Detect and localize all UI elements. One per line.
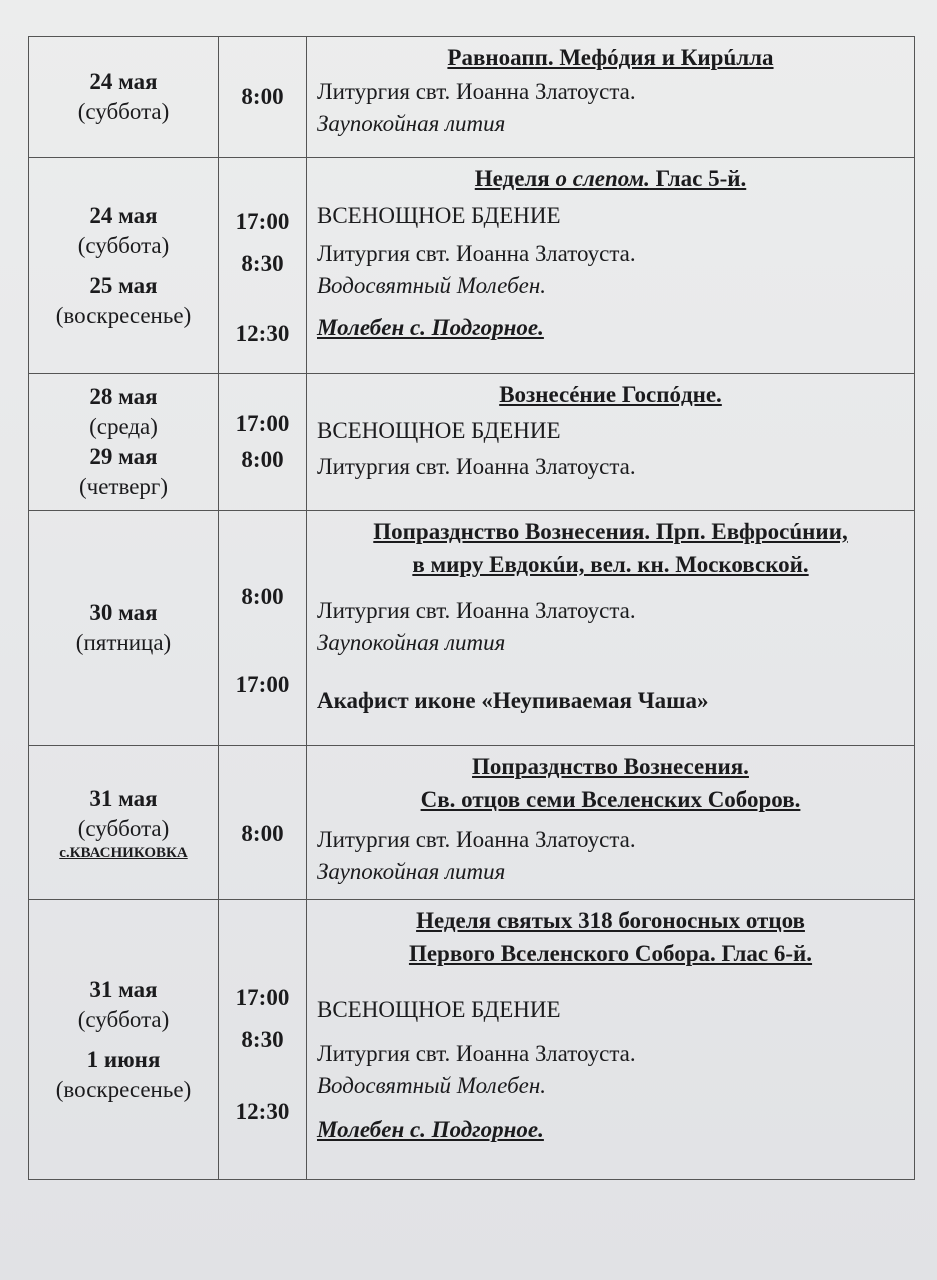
- schedule-row: [29, 37, 915, 158]
- time: 8:00: [241, 84, 284, 109]
- date: 25 мая: [89, 272, 158, 298]
- date: 30 мая: [89, 600, 158, 625]
- weekday: (среда): [89, 414, 158, 439]
- service-line: Водосвятный Молебен.: [317, 273, 547, 298]
- feast-title: [317, 162, 914, 195]
- service-cell: [307, 158, 915, 374]
- service-line: ВСЕНОЩНОЕ БДЕНИЕ: [317, 997, 561, 1022]
- schedule-row: [29, 900, 915, 1180]
- time-cell: [219, 511, 307, 746]
- time: 17:00: [235, 672, 290, 697]
- time: 17:00: [235, 984, 290, 1010]
- service-line: Заупокойная лития: [317, 630, 506, 655]
- date-cell: [29, 158, 219, 374]
- service-line: Молебен с. Подгорное.: [317, 315, 544, 340]
- weekday: (воскресенье): [55, 1076, 192, 1102]
- service-line: Молебен с. Подгорное.: [317, 1117, 544, 1142]
- title-part: Глас 5-й.: [649, 166, 747, 191]
- service-line: Литургия свт. Иоанна Златоуста.: [317, 1041, 636, 1066]
- date-cell: [29, 374, 219, 511]
- date-cell: [29, 746, 219, 900]
- weekday: (суббота): [77, 99, 170, 124]
- service-cell: [307, 511, 915, 746]
- title-part: Неделя: [474, 166, 556, 191]
- service-line: Заупокойная лития: [317, 111, 506, 136]
- time: 8:30: [241, 250, 284, 276]
- schedule-row: [29, 374, 915, 511]
- weekday: (суббота): [77, 815, 170, 841]
- time: 17:00: [235, 208, 290, 234]
- date: 1 июня: [86, 1046, 161, 1072]
- time-cell: [219, 374, 307, 511]
- feast-title: Вознесéние Госпóдне.: [499, 382, 722, 407]
- service-line: Акафист иконе «Неупиваемая Чаша»: [317, 688, 709, 713]
- service-line: Литургия свт. Иоанна Златоуста.: [317, 598, 636, 623]
- service-line: Литургия свт. Иоанна Златоуста.: [317, 454, 636, 479]
- weekday: (воскресенье): [55, 302, 192, 328]
- time: 12:30: [235, 1098, 290, 1124]
- weekday: (пятница): [75, 630, 172, 655]
- time: 8:30: [241, 1026, 284, 1052]
- service-line: Литургия свт. Иоанна Златоуста.: [317, 79, 636, 104]
- time: 12:30: [235, 320, 290, 346]
- date: 24 мая: [89, 69, 158, 94]
- date: 29 мая: [89, 444, 158, 469]
- date: 31 мая: [89, 976, 158, 1002]
- date: 31 мая: [89, 785, 158, 811]
- time: 8:00: [241, 447, 284, 472]
- service-line: Литургия свт. Иоанна Златоуста.: [317, 827, 636, 852]
- feast-title: Св. отцов семи Вселенских Соборов.: [420, 787, 801, 812]
- date-cell: [29, 37, 219, 158]
- service-line: ВСЕНОЩНОЕ БДЕНИЕ: [317, 203, 561, 228]
- time-cell: [219, 37, 307, 158]
- service-line: Заупокойная лития: [317, 859, 506, 884]
- service-cell: [307, 374, 915, 511]
- service-cell: [307, 746, 915, 900]
- date: 24 мая: [89, 202, 158, 228]
- weekday: (суббота): [77, 232, 170, 258]
- date: 28 мая: [89, 384, 158, 409]
- date-cell: [29, 511, 219, 746]
- title-part: о слепом.: [555, 166, 650, 191]
- schedule-row: [29, 746, 915, 900]
- schedule-row: [29, 511, 915, 746]
- feast-title: в миру Евдокúи, вел. кн. Московской.: [412, 552, 809, 577]
- service-line: Водосвятный Молебен.: [317, 1073, 547, 1098]
- place-label: с.КВАСНИКОВКА: [59, 844, 188, 861]
- time: 8:00: [241, 584, 284, 609]
- time-cell: [219, 158, 307, 374]
- time-cell: [219, 746, 307, 900]
- feast-title: Попразднство Вознесения. Прп. Евфросúнии,: [373, 519, 848, 544]
- feast-title: Неделя святых 318 богоносных отцов: [416, 908, 805, 933]
- feast-title: Равноапп. Мефóдия и Кирúлла: [447, 45, 774, 70]
- date-cell: [29, 900, 219, 1180]
- service-cell: [307, 37, 915, 158]
- feast-title: Попразднство Вознесения.: [472, 754, 749, 779]
- service-line: Литургия свт. Иоанна Златоуста.: [317, 241, 636, 266]
- service-schedule-table: [28, 36, 915, 1180]
- time: 17:00: [235, 411, 290, 436]
- service-line: ВСЕНОЩНОЕ БДЕНИЕ: [317, 418, 561, 443]
- time: 8:00: [241, 820, 284, 846]
- weekday: (четверг): [78, 474, 168, 499]
- service-cell: [307, 900, 915, 1180]
- weekday: (суббота): [77, 1006, 170, 1032]
- schedule-row: [29, 158, 915, 374]
- time-cell: [219, 900, 307, 1180]
- feast-title: Первого Вселенского Собора. Глас 6-й.: [408, 941, 813, 966]
